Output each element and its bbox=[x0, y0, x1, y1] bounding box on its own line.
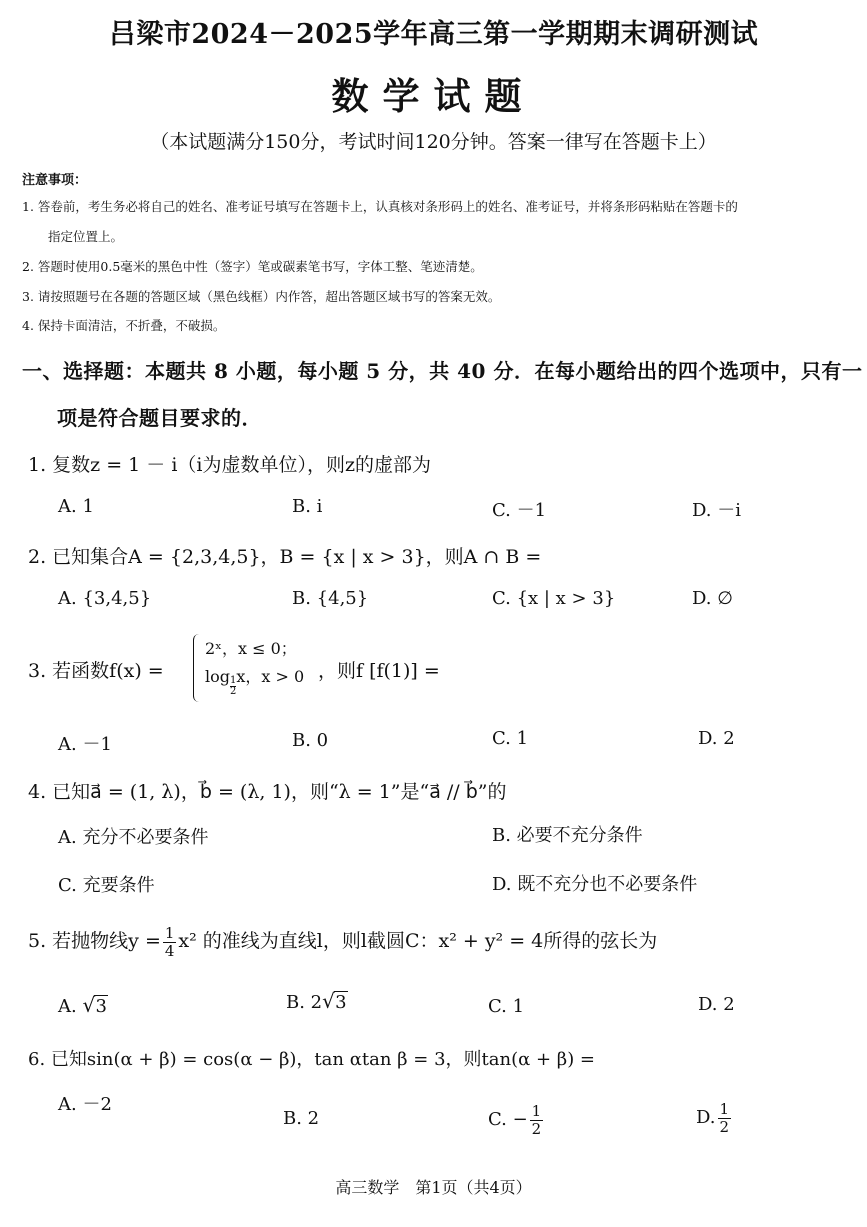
instruction-item-4: 4. 保持卡面清洁，不折叠，不破损。 bbox=[22, 318, 226, 333]
instruction-item-1-cont: 指定位置上。 bbox=[48, 229, 124, 244]
exam-note: （本试题满分150分，考试时间120分钟。答案一律写在答题卡上） bbox=[150, 131, 717, 153]
q4-option-a: A. 充分不必要条件 bbox=[58, 827, 209, 848]
q3-piece-1: 2ˣ，x ≤ 0； bbox=[205, 639, 297, 658]
instruction-item-2: 2. 答题时使用0.5毫米的黑色中性（签字）笔或碳素笔书写，字体工整、笔迹清楚。 bbox=[22, 259, 483, 274]
q3-option-a: A. －1 bbox=[58, 734, 112, 755]
q5-stem-prefix: 5. 若抛物线y = bbox=[28, 930, 161, 952]
sqrt-symbol: √ 3 bbox=[82, 993, 107, 1017]
q4-option-d: D. 既不充分也不必要条件 bbox=[492, 874, 698, 895]
q3-piece-2-rest: x，x > 0 bbox=[236, 667, 305, 686]
q5-stem-suffix: x² 的准线为直线l，则l截圆C：x² + y² = 4所得的弦长为 bbox=[178, 930, 658, 952]
subject-title: 数学试题 bbox=[331, 74, 536, 118]
question-5-stem bbox=[28, 916, 657, 966]
q2-option-a: A. {3,4,5} bbox=[58, 588, 152, 609]
q5-option-b bbox=[286, 991, 348, 1013]
q6-option-c-label: C. − bbox=[488, 1109, 528, 1130]
q4-option-b: B. 必要不充分条件 bbox=[492, 825, 643, 846]
piecewise-brace bbox=[193, 634, 204, 702]
q6-option-d bbox=[696, 1096, 733, 1140]
q6-option-d-label: D. bbox=[696, 1107, 716, 1128]
question-3-stem-suffix: ，则f [f(1)] = bbox=[318, 660, 440, 682]
q5-option-c: C. 1 bbox=[488, 996, 525, 1017]
q6-c-denominator: 2 bbox=[531, 1119, 542, 1138]
q6-option-b: B. 2 bbox=[283, 1108, 320, 1129]
q5-option-a-radicand: 3 bbox=[95, 996, 107, 1017]
q4-option-c: C. 充要条件 bbox=[58, 875, 155, 896]
sqrt-symbol: √ 3 bbox=[322, 989, 347, 1013]
q3-log-base-numerator: 1 bbox=[230, 675, 237, 686]
q1-option-d: D. －i bbox=[692, 500, 741, 521]
q3-log-base-denominator: 2 bbox=[230, 686, 237, 697]
q1-option-c: C. －1 bbox=[492, 500, 547, 521]
q3-option-b: B. 0 bbox=[292, 730, 329, 751]
question-4-stem: 4. 已知a⃗ = (1, λ)，b⃗ = (λ, 1)，则“λ = 1”是“a⃗ // b⃗”的 bbox=[28, 781, 507, 803]
q5-option-d: D. 2 bbox=[698, 994, 735, 1015]
exam-title: 吕梁市2024－2025学年高三第一学期期末调研测试 bbox=[108, 19, 759, 50]
q3-option-d: D. 2 bbox=[698, 728, 735, 749]
q6-option-a: A. －2 bbox=[58, 1094, 112, 1115]
q6-c-numerator: 1 bbox=[531, 1101, 542, 1120]
q5-option-b-label: B. 2 bbox=[286, 992, 323, 1013]
q1-option-b: B. i bbox=[292, 496, 323, 517]
section-heading: 一、选择题：本题共 8 小题，每小题 5 分，共 40 分．在每小题给出的四个选项中，只有一 bbox=[22, 359, 863, 383]
instruction-item-1: 1. 答卷前，考生务必将自己的姓名、准考证号填写在答题卡上，认真核对条形码上的姓名、准考证号，并将条形码粘贴在答题卡的 bbox=[22, 199, 738, 214]
q3-option-c: C. 1 bbox=[492, 728, 529, 749]
q6-option-c-fraction bbox=[530, 1103, 544, 1138]
instructions-heading: 注意事项： bbox=[22, 173, 88, 188]
q5-fraction-numerator: 1 bbox=[164, 923, 175, 942]
q5-fraction bbox=[163, 925, 177, 960]
page-footer: 高三数学 第1页（共4页） bbox=[335, 1178, 532, 1197]
q1-option-a: A. 1 bbox=[58, 496, 94, 517]
q2-option-b: B. {4,5} bbox=[292, 588, 369, 609]
q6-option-c bbox=[488, 1098, 545, 1142]
q5-option-a bbox=[58, 995, 108, 1017]
q6-d-numerator: 1 bbox=[719, 1099, 730, 1118]
question-3-stem: 3. 若函数f(x) = bbox=[28, 660, 164, 682]
q5-fraction-denominator: 4 bbox=[164, 941, 175, 960]
q6-d-denominator: 2 bbox=[719, 1117, 730, 1136]
q5-option-b-radicand: 3 bbox=[335, 992, 347, 1013]
section-heading-cont: 项是符合题目要求的． bbox=[57, 406, 262, 430]
question-2-stem: 2. 已知集合A = {2,3,4,5}，B = {x | x > 3}，则A ∩ B = bbox=[28, 546, 542, 568]
q6-option-d-fraction bbox=[718, 1101, 732, 1136]
instruction-item-3: 3. 请按照题号在各题的答题区域（黑色线框）内作答，超出答题区域书写的答案无效。 bbox=[22, 289, 501, 304]
q3-piece-2 bbox=[205, 664, 304, 697]
question-6-stem: 6. 已知sin(α + β) = cos(α − β)，tan αtan β = 3，则tan(α + β) = bbox=[28, 1049, 596, 1070]
q3-log: log bbox=[205, 667, 230, 686]
q5-option-a-label: A. bbox=[58, 996, 77, 1017]
q2-option-c: C. {x | x > 3} bbox=[492, 588, 616, 609]
question-1-stem: 1. 复数z = 1 － i（i为虚数单位），则z的虚部为 bbox=[28, 454, 432, 476]
q2-option-d: D. ∅ bbox=[692, 588, 733, 609]
